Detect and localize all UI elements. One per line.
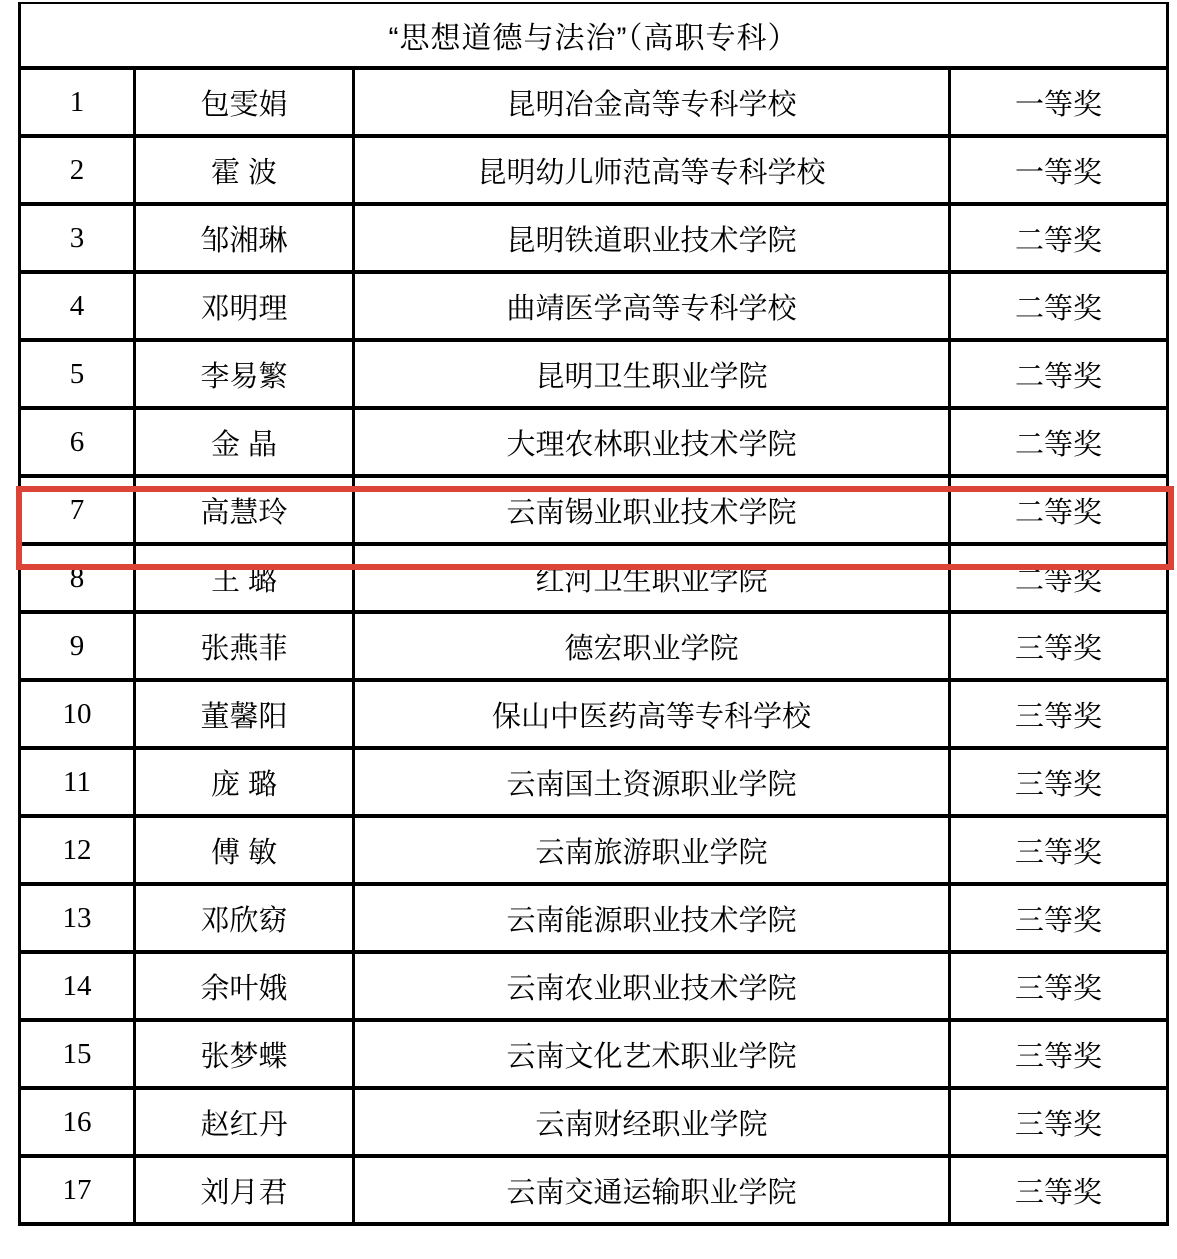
school-cell: 昆明铁道职业技术学院: [354, 204, 950, 272]
table-row: [20, 204, 1168, 272]
name-cell: 刘月君: [135, 1156, 354, 1224]
table-row: [20, 136, 1168, 204]
name-cell: 董馨阳: [135, 680, 354, 748]
rank-cell: 12: [20, 816, 135, 884]
table-row: [20, 1156, 1168, 1224]
school-cell: 云南能源职业技术学院: [354, 884, 950, 952]
award-cell: 三等奖: [950, 748, 1168, 816]
rank-cell: 17: [20, 1156, 135, 1224]
table-row: [20, 476, 1168, 544]
award-cell: 二等奖: [950, 544, 1168, 612]
award-cell: 一等奖: [950, 68, 1168, 136]
school-cell: 云南锡业职业技术学院: [354, 476, 950, 544]
name-cell: 金 晶: [135, 408, 354, 476]
rank-cell: 5: [20, 340, 135, 408]
name-cell: 张梦蝶: [135, 1020, 354, 1088]
award-cell: 二等奖: [950, 408, 1168, 476]
rank-cell: 7: [20, 476, 135, 544]
award-cell: 二等奖: [950, 204, 1168, 272]
award-table: [18, 2, 1169, 1226]
school-cell: 云南交通运输职业学院: [354, 1156, 950, 1224]
award-cell: 三等奖: [950, 884, 1168, 952]
name-cell: 王 璐: [135, 544, 354, 612]
award-cell: 二等奖: [950, 476, 1168, 544]
table-title-row: [20, 3, 1168, 68]
rank-cell: 10: [20, 680, 135, 748]
school-cell: 大理农林职业技术学院: [354, 408, 950, 476]
award-cell: 二等奖: [950, 340, 1168, 408]
rank-cell: 11: [20, 748, 135, 816]
rank-cell: 2: [20, 136, 135, 204]
table-title: “思想道德与法治”（高职专科）: [20, 3, 1168, 68]
rank-cell: 3: [20, 204, 135, 272]
rank-cell: 16: [20, 1088, 135, 1156]
rank-cell: 15: [20, 1020, 135, 1088]
table-row: [20, 1088, 1168, 1156]
award-cell: 三等奖: [950, 816, 1168, 884]
table-row: [20, 748, 1168, 816]
award-cell: 二等奖: [950, 272, 1168, 340]
table-row: [20, 612, 1168, 680]
rank-cell: 4: [20, 272, 135, 340]
school-cell: 德宏职业学院: [354, 612, 950, 680]
award-cell: 三等奖: [950, 1156, 1168, 1224]
name-cell: 高慧玲: [135, 476, 354, 544]
table-row: [20, 544, 1168, 612]
name-cell: 邹湘琳: [135, 204, 354, 272]
table-row: [20, 68, 1168, 136]
award-cell: 一等奖: [950, 136, 1168, 204]
table-row: [20, 884, 1168, 952]
school-cell: 云南国土资源职业学院: [354, 748, 950, 816]
table-row: [20, 340, 1168, 408]
school-cell: 云南旅游职业学院: [354, 816, 950, 884]
name-cell: 邓明理: [135, 272, 354, 340]
name-cell: 余叶娥: [135, 952, 354, 1020]
rank-cell: 9: [20, 612, 135, 680]
school-cell: 昆明卫生职业学院: [354, 340, 950, 408]
name-cell: 赵红丹: [135, 1088, 354, 1156]
name-cell: 张燕菲: [135, 612, 354, 680]
school-cell: 云南文化艺术职业学院: [354, 1020, 950, 1088]
name-cell: 包雯娟: [135, 68, 354, 136]
school-cell: 昆明冶金高等专科学校: [354, 68, 950, 136]
rank-cell: 14: [20, 952, 135, 1020]
school-cell: 曲靖医学高等专科学校: [354, 272, 950, 340]
rank-cell: 6: [20, 408, 135, 476]
name-cell: 傅 敏: [135, 816, 354, 884]
award-cell: 三等奖: [950, 680, 1168, 748]
table-row: [20, 816, 1168, 884]
award-cell: 三等奖: [950, 612, 1168, 680]
name-cell: 邓欣窈: [135, 884, 354, 952]
rank-cell: 8: [20, 544, 135, 612]
name-cell: 李易繁: [135, 340, 354, 408]
rank-cell: 13: [20, 884, 135, 952]
table-row: [20, 952, 1168, 1020]
table-row: [20, 1020, 1168, 1088]
award-cell: 三等奖: [950, 1020, 1168, 1088]
school-cell: 云南农业职业技术学院: [354, 952, 950, 1020]
award-cell: 三等奖: [950, 952, 1168, 1020]
school-cell: 保山中医药高等专科学校: [354, 680, 950, 748]
table-row: [20, 408, 1168, 476]
rank-cell: 1: [20, 68, 135, 136]
school-cell: 昆明幼儿师范高等专科学校: [354, 136, 950, 204]
school-cell: 云南财经职业学院: [354, 1088, 950, 1156]
name-cell: 庞 璐: [135, 748, 354, 816]
table-row: [20, 272, 1168, 340]
table-row: [20, 680, 1168, 748]
award-cell: 三等奖: [950, 1088, 1168, 1156]
name-cell: 霍 波: [135, 136, 354, 204]
school-cell: 红河卫生职业学院: [354, 544, 950, 612]
